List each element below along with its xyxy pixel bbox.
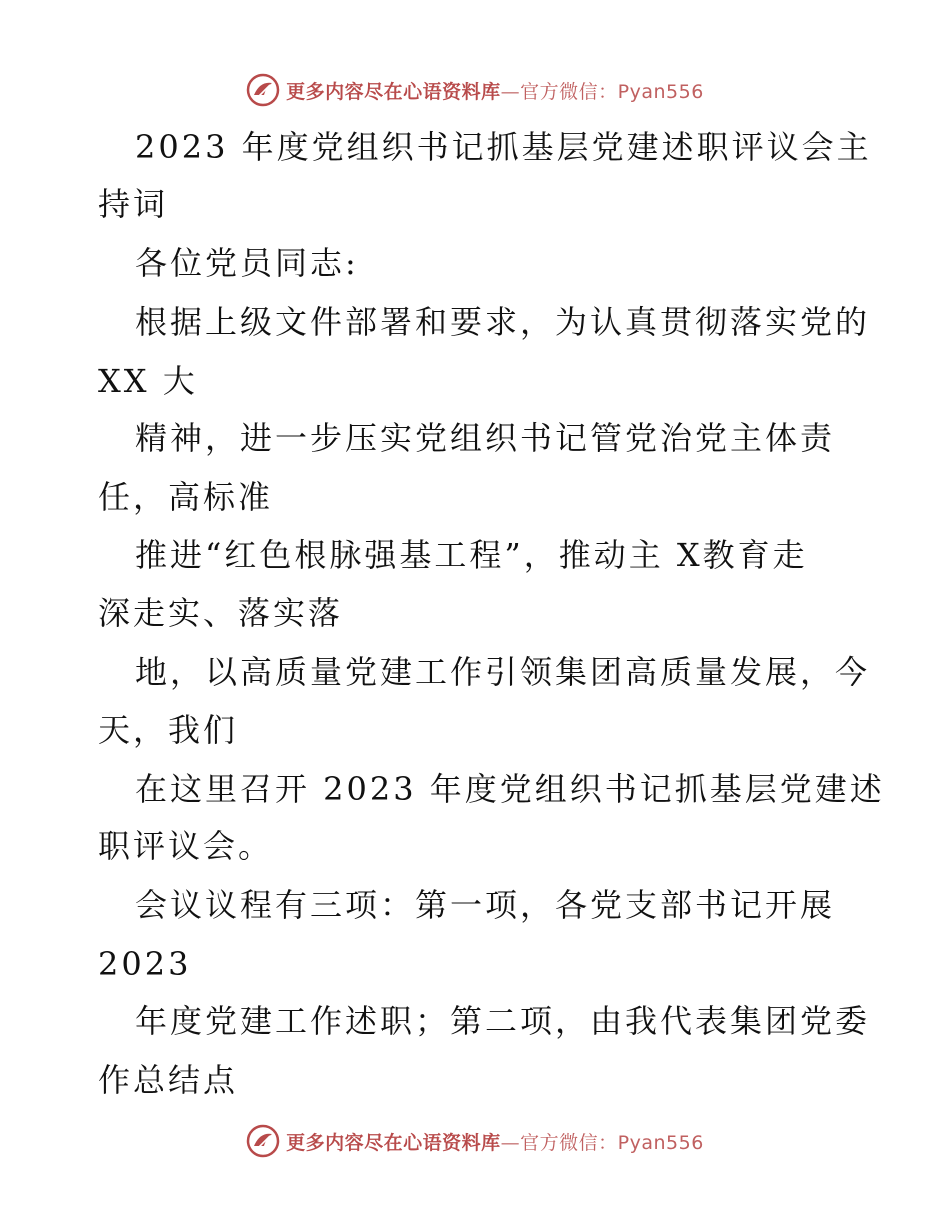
brand-logo-icon (246, 1124, 280, 1158)
paragraph-line: 在这里召开 2023 年度党组织书记抓基层党建述 (135, 770, 885, 808)
watermark-text (286, 1128, 704, 1155)
paragraph-line: 推进“红色根脉强基工程”，推动主 X教育走 (135, 536, 808, 574)
paragraph-line: 年度党建工作述职；第二项，由我代表集团党委 (135, 1002, 871, 1040)
watermark-brand: 更多内容尽在心语资料库 (286, 1131, 501, 1154)
watermark-wechat: 官方微信：Pyan556 (520, 80, 704, 103)
paragraph-line: 作总结点 (98, 1061, 239, 1099)
footer-watermark (0, 1121, 950, 1161)
paragraph-line: 职评议会。 (98, 827, 274, 865)
salutation: 各位党员同志: (135, 244, 359, 282)
paragraph-line: 天，我们 (98, 711, 239, 749)
paragraph-line: 2023 (98, 945, 192, 983)
paragraph-line: 任，高标准 (98, 478, 274, 516)
paragraph-line: XX 大 (98, 362, 198, 400)
paragraph-line: 根据上级文件部署和要求，为认真贯彻落实党的 (135, 303, 871, 341)
paragraph-line: 会议议程有三项：第一项，各党支部书记开展 (135, 886, 836, 924)
document-title: 2023 年度党组织书记抓基层党建述职评议会主 (135, 128, 872, 166)
watermark-separator: — (500, 80, 521, 103)
watermark-brand: 更多内容尽在心语资料库 (286, 80, 501, 103)
watermark-separator: — (500, 1131, 521, 1154)
paragraph-line: 精神，进一步压实党组织书记管党治党主体责 (135, 419, 836, 457)
paragraph-line: 地，以高质量党建工作引领集团高质量发展，今 (135, 653, 871, 691)
paragraph-line: 深走实、落实落 (98, 594, 344, 632)
watermark-wechat: 官方微信：Pyan556 (520, 1131, 704, 1154)
document-title-continued: 持词 (98, 185, 169, 223)
